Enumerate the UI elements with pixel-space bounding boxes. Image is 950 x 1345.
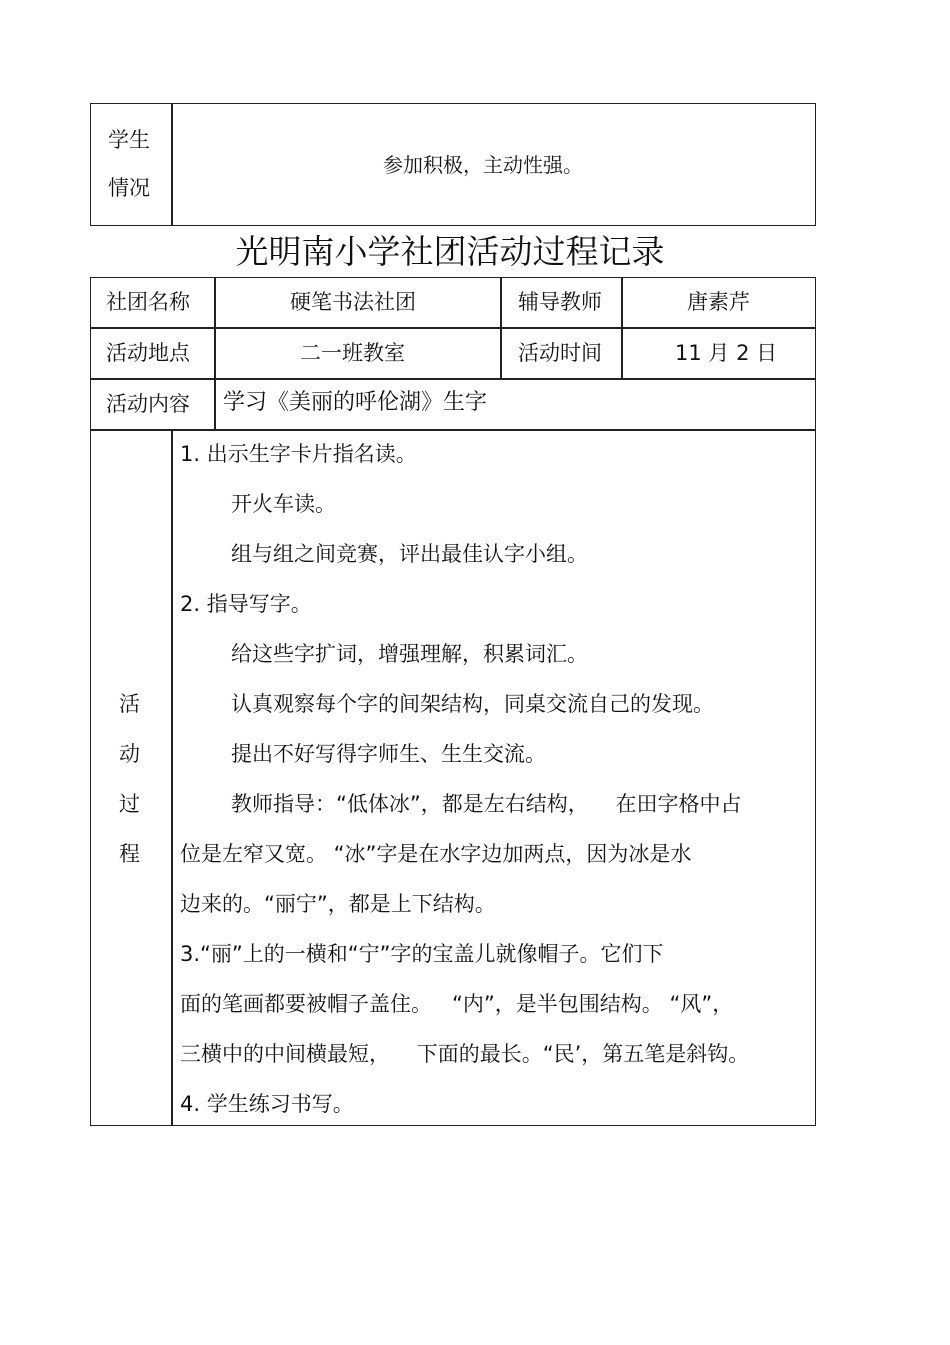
process-line: 边来的。“丽宁”，都是上下结构。 (180, 892, 496, 916)
place-value: 二一班教室 (300, 341, 405, 365)
club-name-value: 硬笔书法社团 (290, 290, 416, 314)
student-situation-content: 参加积极，主动性强。 (383, 153, 583, 177)
table-divider (171, 429, 173, 1126)
process-line: 提出不好写得字师生、生生交流。 (231, 742, 546, 766)
process-line: 认真观察每个字的间架结构，同桌交流自己的发现。 (231, 692, 714, 716)
teacher-value: 唐素芹 (687, 290, 750, 314)
process-line: 开火车读。 (231, 492, 336, 516)
student-situation-label-line2: 情况 (108, 176, 150, 200)
content-label: 活动内容 (106, 392, 190, 416)
process-line: 位是左窄又宽。 “冰”字是在水字边加两点，因为冰是水 (180, 842, 692, 866)
time-label: 活动时间 (518, 341, 602, 365)
teacher-label: 辅导教师 (518, 290, 602, 314)
club-name-label: 社团名称 (106, 290, 190, 314)
process-label-char: 动 (119, 742, 140, 766)
process-line: 给这些字扩词，增强理解，积累词汇。 (231, 642, 588, 666)
process-line: 教师指导：“低体冰”，都是左右结构， 在田字格中占 (231, 792, 742, 816)
process-line: 面的笔画都要被帽子盖住。 “内”，是半包围结构。 “风”， (180, 992, 734, 1016)
page-title: 光明南小学社团活动过程记录 (235, 232, 665, 271)
process-line: 三横中的中间横最短， 下面的最长。“民’，第五笔是斜钩。 (180, 1042, 750, 1066)
process-label-char: 过 (119, 792, 140, 816)
table-divider (90, 429, 816, 431)
table-divider (171, 103, 173, 226)
process-line: 2. 指导写字。 (180, 592, 312, 616)
table-divider (621, 277, 623, 378)
process-line: 3.“丽”上的一横和“宁”字的宝盖儿就像帽子。它们下 (180, 942, 664, 966)
place-label: 活动地点 (106, 341, 190, 365)
content-value: 学习《美丽的呼伦湖》生字 (223, 390, 488, 415)
process-line: 4. 学生练习书写。 (180, 1092, 354, 1116)
table-divider (90, 327, 816, 329)
student-situation-label-line1: 学生 (108, 128, 150, 152)
time-value: 11 月 2 日 (675, 341, 778, 365)
process-line: 1. 出示生字卡片指名读。 (180, 442, 417, 466)
table-divider (214, 277, 216, 429)
table-divider (500, 277, 502, 378)
process-label-char: 程 (119, 842, 140, 866)
process-label-char: 活 (119, 692, 140, 716)
table-divider (90, 378, 816, 380)
process-line: 组与组之间竞赛，评出最佳认字小组。 (231, 542, 588, 566)
